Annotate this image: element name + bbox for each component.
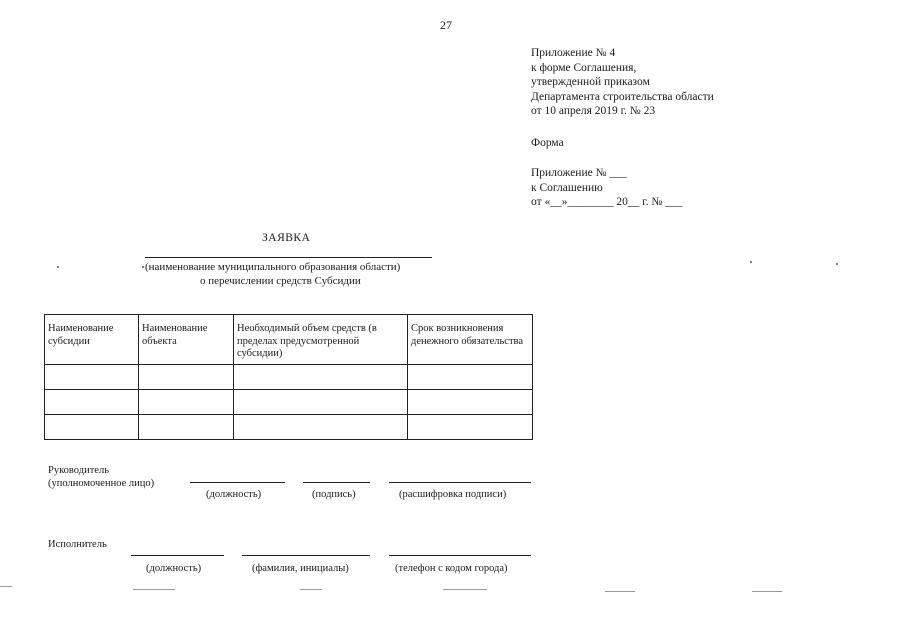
scan-edge-mark	[300, 589, 322, 590]
executor-position-caption: (должность)	[146, 563, 202, 574]
executor-label: Исполнитель	[48, 539, 107, 550]
table-cell[interactable]	[45, 365, 139, 390]
head-name-line[interactable]	[389, 482, 531, 483]
document-title: ЗАЯВКА	[262, 232, 311, 244]
scan-edge-mark	[133, 589, 175, 590]
head-position-line[interactable]	[190, 482, 285, 483]
appendix-line: к форме Соглашения,	[531, 61, 637, 74]
scan-speck	[836, 263, 838, 265]
column-header: Необходимый объем средств (в пределах предусмотренной субсидии)	[234, 315, 408, 365]
table-header-row	[45, 315, 533, 365]
table-row	[45, 365, 533, 390]
blank-appendix-line: к Соглашению	[531, 181, 603, 194]
table-cell[interactable]	[234, 415, 408, 440]
table-cell[interactable]	[45, 415, 139, 440]
municipality-caption: (наименование муниципального образования области)	[145, 261, 401, 273]
scan-speck	[750, 261, 752, 263]
head-sublabel: (уполномоченное лицо)	[48, 478, 155, 489]
scan-edge-mark	[0, 586, 12, 587]
appendix-line: Приложение № 4	[531, 47, 616, 59]
head-signature-caption: (подпись)	[312, 489, 356, 500]
table-cell[interactable]	[45, 390, 139, 415]
table-cell[interactable]	[139, 415, 234, 440]
column-header: Срок возникновения денежного обязательства	[408, 315, 533, 365]
scan-edge-mark	[605, 591, 635, 592]
scan-edge-mark	[443, 589, 487, 590]
executor-name-line[interactable]	[242, 555, 370, 556]
scan-speck	[142, 266, 144, 268]
table-cell[interactable]	[408, 365, 533, 390]
table-cell[interactable]	[408, 415, 533, 440]
blank-appendix-line: Приложение № ___	[531, 167, 627, 179]
document-purpose: о перечислении средств Субсидии	[200, 275, 361, 287]
table-cell[interactable]	[234, 365, 408, 390]
head-signature-line[interactable]	[303, 482, 370, 483]
head-name-caption: (расшифровка подписи)	[399, 489, 507, 500]
scan-edge-mark	[752, 591, 782, 592]
column-header: Наименование субсидии	[45, 315, 139, 365]
head-position-caption: (должность)	[206, 489, 262, 500]
executor-position-line[interactable]	[131, 555, 224, 556]
appendix-line: Департамента строительства области	[531, 90, 714, 103]
executor-phone-line[interactable]	[389, 555, 531, 556]
table-row	[45, 390, 533, 415]
table-cell[interactable]	[408, 390, 533, 415]
form-label: Форма	[531, 137, 564, 149]
appendix-line: утвержденной приказом	[531, 76, 650, 89]
column-header: Наименование объекта	[139, 315, 234, 365]
table-cell[interactable]	[234, 390, 408, 415]
head-label: Руководитель	[48, 465, 109, 476]
scan-speck	[57, 266, 59, 268]
table-cell[interactable]	[139, 390, 234, 415]
executor-phone-caption: (телефон с кодом города)	[395, 563, 508, 574]
table-row	[45, 415, 533, 440]
blank-appendix-line: от «__»________ 20__ г. № ___	[531, 196, 683, 209]
table-cell[interactable]	[139, 365, 234, 390]
executor-name-caption: (фамилия, инициалы)	[252, 563, 349, 574]
appendix-line: от 10 апреля 2019 г. № 23	[531, 105, 656, 118]
request-table	[44, 314, 533, 440]
page-number: 27	[440, 18, 452, 32]
municipality-fill-line	[145, 257, 432, 258]
appendix-header	[531, 46, 714, 119]
blank-appendix	[531, 166, 683, 210]
